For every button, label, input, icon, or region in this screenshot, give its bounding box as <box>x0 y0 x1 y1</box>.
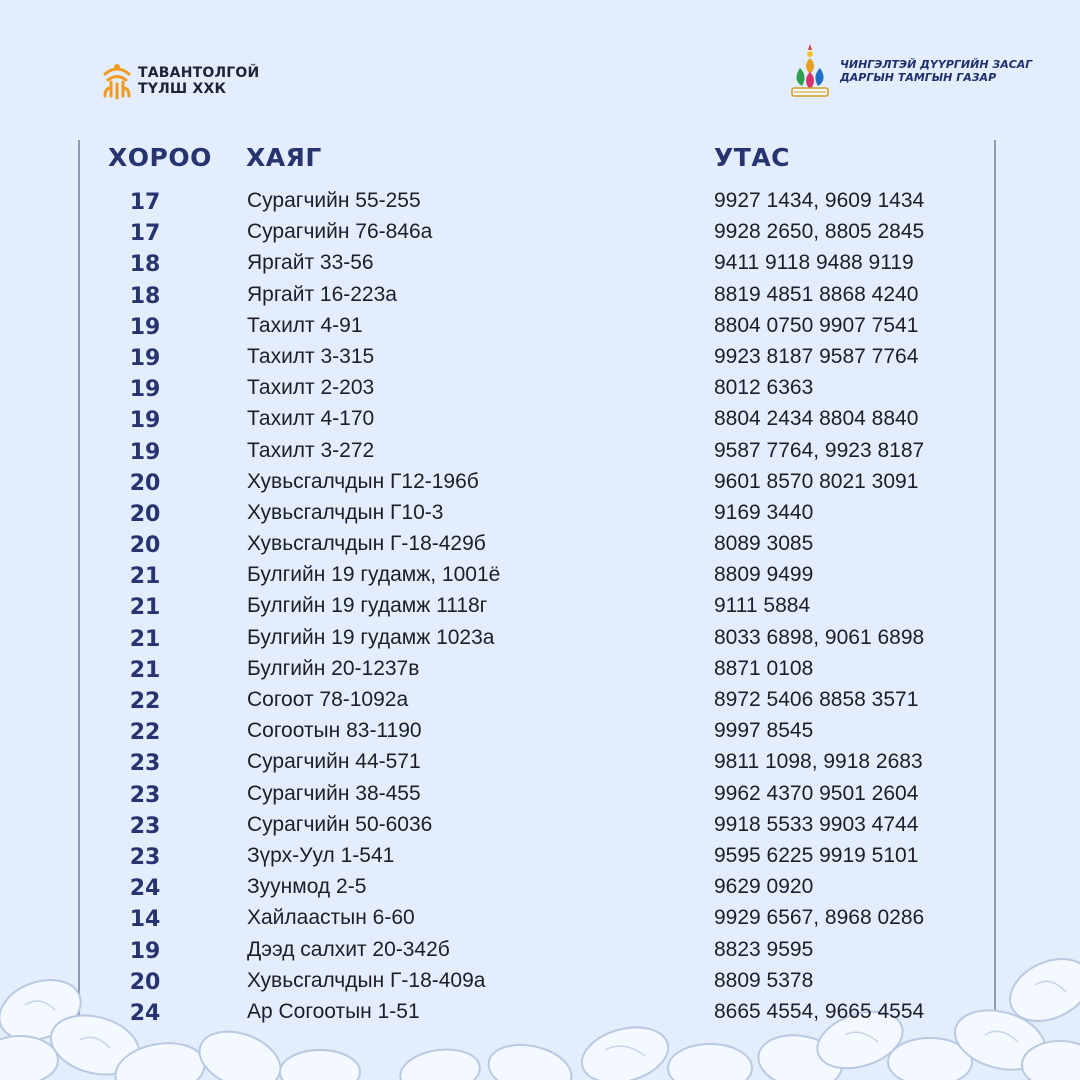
logo-left-line1: ТАВАНТОЛГОЙ <box>138 65 260 81</box>
khoroo-cell: 18 <box>129 252 161 278</box>
table-row <box>0 186 1080 217</box>
address-cell: Булгийн 19 гудамж, 1001ё <box>247 563 501 587</box>
phone-cell: 8972 5406 8858 3571 <box>714 688 919 711</box>
khoroo-cell: 22 <box>129 689 161 714</box>
phone-cell: 9962 4370 9501 2604 <box>714 781 919 805</box>
address-cell: Зүрх-Уул 1-541 <box>247 843 395 867</box>
khoroo-cell: 20 <box>129 501 161 527</box>
khoroo-cell: 19 <box>129 377 161 403</box>
phone-cell: 8012 6363 <box>714 376 814 400</box>
phone-cell: 8871 0108 <box>714 656 814 680</box>
table-row <box>0 280 1080 311</box>
khoroo-cell: 20 <box>129 470 161 496</box>
table-row <box>0 498 1080 529</box>
khoroo-cell: 19 <box>129 938 161 964</box>
address-cell: Тахилт 3-315 <box>247 344 375 368</box>
khoroo-cell: 14 <box>129 907 161 933</box>
address-cell: Хувьсгалчдын Г12-196б <box>247 469 479 493</box>
address-cell: Сурагчийн 44-571 <box>247 750 421 774</box>
address-cell: Булгийн 19 гудамж 1023а <box>247 625 495 649</box>
phone-cell: 9928 2650, 8805 2845 <box>714 220 925 244</box>
address-cell: Тахилт 4-170 <box>247 407 375 431</box>
phone-cell: 9169 3440 <box>714 500 814 524</box>
khoroo-cell: 23 <box>129 813 161 839</box>
khoroo-cell: 21 <box>129 564 161 590</box>
phone-cell: 9601 8570 8021 3091 <box>714 469 919 493</box>
table-row <box>0 716 1080 747</box>
logo-right-line1: ЧИНГЭЛТЭЙ ДҮҮРГИЙН ЗАСАГ <box>840 58 1033 71</box>
address-cell: Согоотын 83-1190 <box>247 719 422 743</box>
header-khoroo: ХОРОО <box>108 143 212 172</box>
phone-cell: 8665 4554, 9665 4554 <box>714 999 925 1023</box>
table-row <box>0 467 1080 498</box>
table-row <box>0 436 1080 467</box>
khoroo-cell: 19 <box>129 408 161 434</box>
table-row <box>0 779 1080 810</box>
address-cell: Сурагчийн 55-255 <box>247 189 421 212</box>
phone-cell: 8823 9595 <box>714 937 814 961</box>
address-cell: Тахилт 4-91 <box>247 313 363 337</box>
address-cell: Сурагчийн 76-846а <box>247 220 433 244</box>
table-row <box>0 935 1080 966</box>
table-row <box>0 373 1080 404</box>
table-body <box>0 186 1080 1028</box>
phone-cell: 8809 5378 <box>714 968 814 992</box>
phone-cell: 9111 5884 <box>714 594 811 618</box>
header-phone: УТАС <box>714 143 791 172</box>
phone-cell: 8804 0750 9907 7541 <box>714 313 919 337</box>
table-row <box>0 747 1080 778</box>
table-row <box>0 623 1080 654</box>
khoroo-cell: 20 <box>129 533 161 559</box>
khoroo-cell: 18 <box>129 283 161 309</box>
phone-cell: 9929 6567, 8968 0286 <box>714 906 925 930</box>
table-row <box>0 560 1080 591</box>
phone-cell: 9918 5533 9903 4744 <box>714 812 919 836</box>
table-row <box>0 841 1080 872</box>
phone-cell: 9595 6225 9919 5101 <box>714 843 919 867</box>
address-cell: Хайлаастын 6-60 <box>247 906 415 930</box>
address-cell: Булгийн 20-1237в <box>247 656 420 680</box>
phone-cell: 9587 7764, 9923 8187 <box>714 438 925 462</box>
khoroo-cell: 21 <box>129 626 161 652</box>
phone-cell: 9629 0920 <box>714 875 814 899</box>
khoroo-cell: 24 <box>129 876 161 902</box>
table-row <box>0 248 1080 279</box>
phone-cell: 8809 9499 <box>714 563 814 587</box>
address-cell: Дээд салхит 20-342б <box>247 937 450 961</box>
khoroo-cell: 23 <box>129 844 161 870</box>
address-cell: Ар Согоотын 1-51 <box>247 999 420 1023</box>
address-cell: Булгийн 19 гудамж 1118г <box>247 594 488 618</box>
khoroo-cell: 21 <box>129 657 161 683</box>
phone-cell: 8819 4851 8868 4240 <box>714 282 919 306</box>
address-cell: Яргайт 33-56 <box>247 251 374 275</box>
address-cell: Тахилт 3-272 <box>247 438 375 462</box>
table-row <box>0 311 1080 342</box>
khoroo-cell: 23 <box>129 751 161 777</box>
logo-left-line2: ТҮЛШ ХХК <box>138 81 227 97</box>
khoroo-cell: 22 <box>129 720 161 746</box>
address-cell: Согоот 78-1092а <box>247 688 409 711</box>
phone-cell: 8804 2434 8804 8840 <box>714 407 919 431</box>
address-cell: Зуунмод 2-5 <box>247 875 367 899</box>
phone-cell: 9997 8545 <box>714 719 814 743</box>
khoroo-cell: 19 <box>129 439 161 465</box>
address-cell: Сурагчийн 50-6036 <box>247 812 433 836</box>
address-cell: Хувьсгалчдын Г10-3 <box>247 500 444 524</box>
table-row <box>0 591 1080 622</box>
khoroo-cell: 24 <box>129 1000 161 1026</box>
phone-cell: 9923 8187 9587 7764 <box>714 344 919 368</box>
address-cell: Яргайт 16-223а <box>247 282 397 306</box>
phone-cell: 8033 6898, 9061 6898 <box>714 625 925 649</box>
table-row <box>0 997 1080 1028</box>
table-row <box>0 529 1080 560</box>
table-row <box>0 342 1080 373</box>
table-row <box>0 903 1080 934</box>
table-row <box>0 404 1080 435</box>
table-row <box>0 685 1080 716</box>
table-row <box>0 872 1080 903</box>
address-cell: Хувьсгалчдын Г-18-429б <box>247 532 486 556</box>
khoroo-cell: 20 <box>129 969 161 995</box>
phone-cell: 8089 3085 <box>714 532 814 556</box>
table-row <box>0 654 1080 685</box>
khoroo-cell: 19 <box>129 345 161 371</box>
phone-cell: 9927 1434, 9609 1434 <box>714 189 925 212</box>
address-cell: Хувьсгалчдын Г-18-409а <box>247 968 486 992</box>
khoroo-cell: 17 <box>129 190 161 215</box>
phone-cell: 9411 9118 9488 9119 <box>714 251 914 275</box>
header-address: ХАЯГ <box>246 143 322 172</box>
table-row <box>0 966 1080 997</box>
logo-right-line2: ДАРГЫН ТАМГЫН ГАЗАР <box>840 71 997 84</box>
address-cell: Тахилт 2-203 <box>247 376 375 400</box>
khoroo-cell: 19 <box>129 314 161 340</box>
table-row <box>0 217 1080 248</box>
address-cell: Сурагчийн 38-455 <box>247 781 421 805</box>
khoroo-cell: 17 <box>129 221 161 247</box>
khoroo-cell: 23 <box>129 782 161 808</box>
table-row <box>0 810 1080 841</box>
phone-cell: 9811 1098, 9918 2683 <box>714 750 923 774</box>
khoroo-cell: 21 <box>129 595 161 621</box>
